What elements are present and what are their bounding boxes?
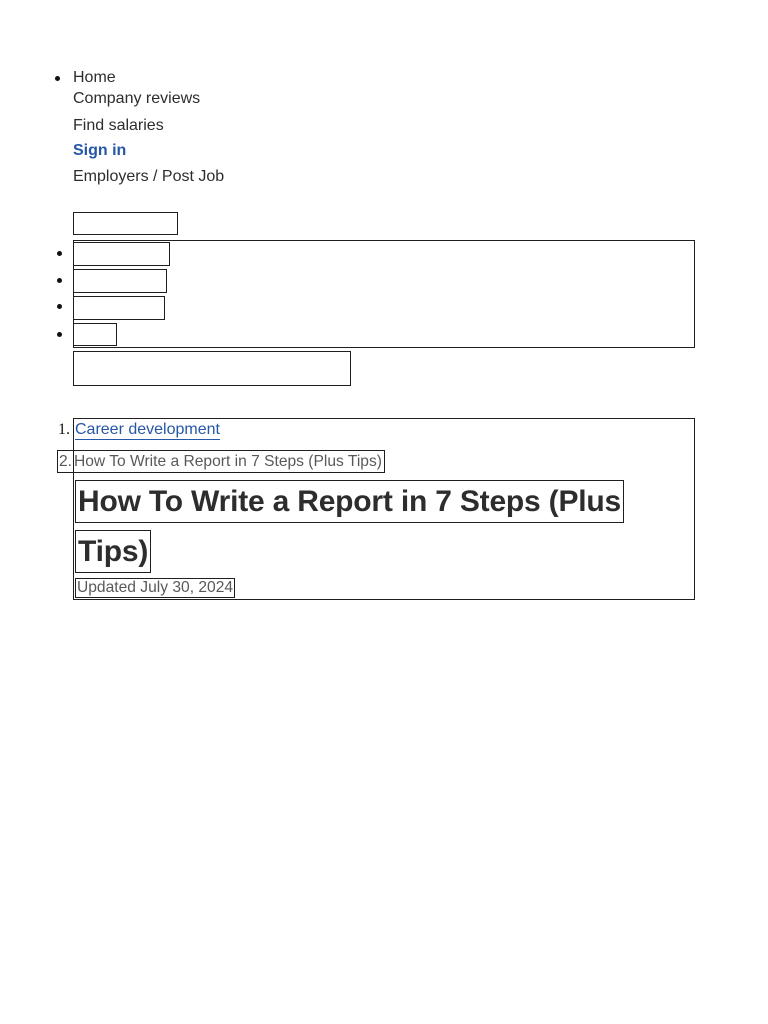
nav-link-home[interactable]: Home: [73, 69, 116, 86]
career-guide-home-link[interactable]: [73, 212, 178, 235]
category-nav-link[interactable]: [73, 323, 117, 346]
breadcrumb-link-career-development[interactable]: Career development: [75, 421, 220, 438]
breadcrumb-current-item: [57, 450, 385, 473]
category-nav-link[interactable]: [73, 269, 167, 293]
article-title: How To Write a Report in 7 Steps (Plus Tips): [75, 480, 624, 573]
search-input[interactable]: [73, 351, 351, 386]
article-updated-date: Updated July 30, 2024: [77, 579, 234, 596]
list-bullet: [57, 332, 62, 337]
nav-link-find-salaries[interactable]: Find salaries: [73, 117, 164, 134]
category-nav-link[interactable]: [73, 296, 165, 320]
breadcrumb-index: 1.: [58, 421, 70, 438]
nav-link-employers-post-job[interactable]: Employers / Post Job: [73, 168, 225, 185]
category-nav-link[interactable]: [73, 242, 170, 266]
list-bullet: [55, 76, 60, 81]
list-bullet: [57, 251, 62, 256]
sign-in-link[interactable]: Sign in: [73, 142, 127, 159]
breadcrumb-index: 2.: [59, 453, 73, 470]
list-bullet: [57, 304, 62, 309]
article-title-heading: [75, 477, 675, 577]
nav-link-company-reviews[interactable]: Company reviews: [73, 90, 201, 107]
breadcrumb-current-label: How To Write a Report in 7 Steps (Plus Tips): [74, 453, 382, 470]
list-bullet: [57, 278, 62, 283]
